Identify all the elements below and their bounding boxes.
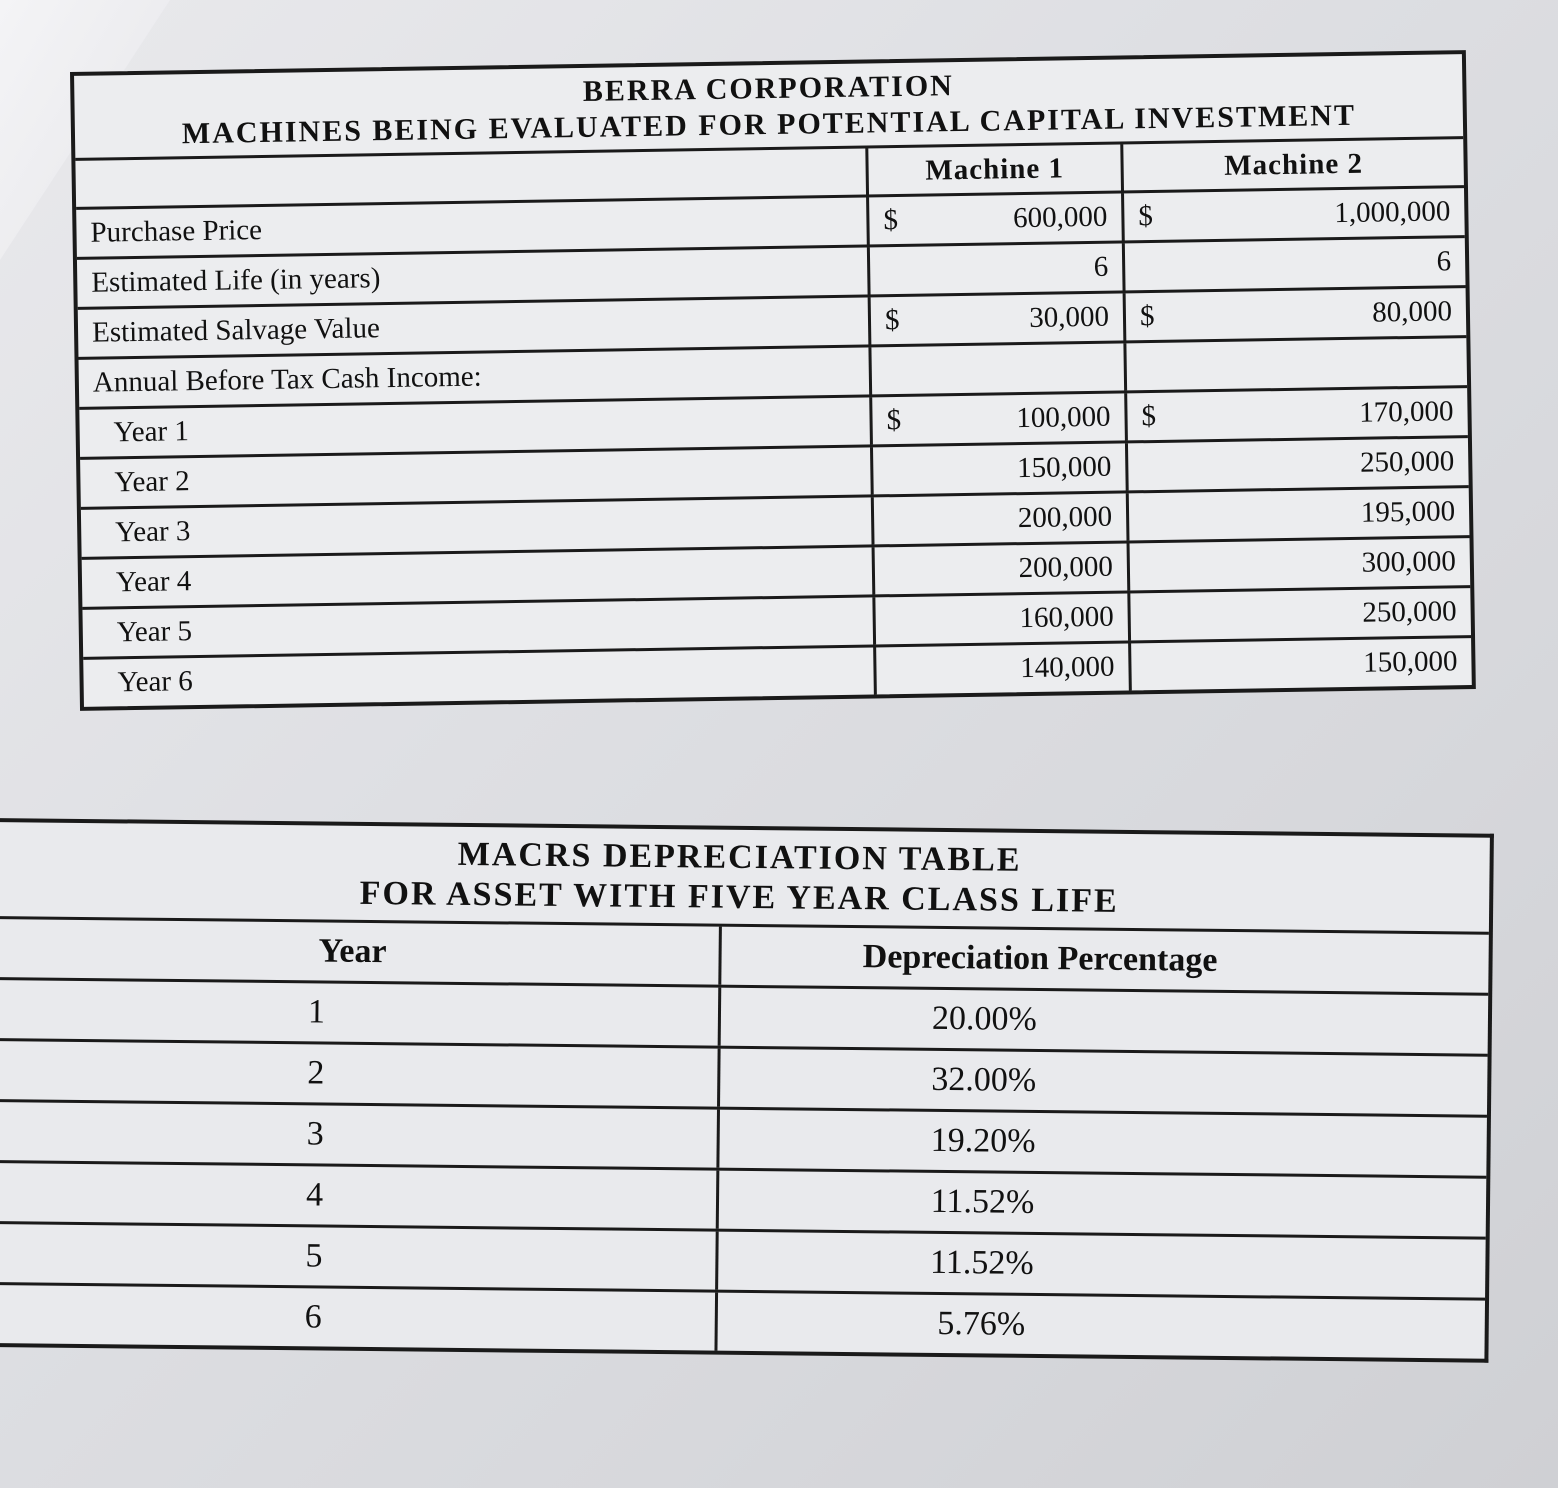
machine-2-value: 195,000 xyxy=(1126,488,1470,540)
row-label: Year 6 xyxy=(117,665,194,699)
machine-2-value: $ 170,000 xyxy=(1124,388,1468,440)
row-label: Purchase Price xyxy=(90,214,263,249)
machine-1-value xyxy=(868,343,1124,394)
year-value: 4 xyxy=(305,1176,324,1214)
machine-1-value: $ 600,000 xyxy=(866,194,1122,245)
year-value: 6 xyxy=(304,1298,322,1336)
company-name: BERRA CORPORATION xyxy=(582,69,955,108)
percentage-value: 11.52% xyxy=(716,1171,1487,1237)
row-label: Year 3 xyxy=(114,515,191,549)
machine-1-value: 140,000 xyxy=(873,643,1129,694)
percentage-value: 19.20% xyxy=(716,1110,1487,1176)
machine-1-value: $ 30,000 xyxy=(868,293,1124,344)
table-subtitle: MACHINES BEING EVALUATED FOR POTENTIAL CAPITAL INVESTMENT xyxy=(181,98,1357,151)
machine-2-value: 250,000 xyxy=(1125,438,1469,490)
capital-investment-table xyxy=(70,50,1476,711)
row-label: Year 2 xyxy=(114,465,190,499)
macrs-title-line-1: MACRS DEPRECIATION TABLE xyxy=(457,835,1022,879)
header-machine-2: Machine 2 xyxy=(1120,139,1464,190)
header-depreciation-percentage: Depreciation Percentage xyxy=(718,927,1489,993)
year-value: 5 xyxy=(305,1237,323,1275)
percentage-value: 5.76% xyxy=(714,1293,1485,1359)
machine-2-value: $ 80,000 xyxy=(1123,288,1467,340)
machine-1-value: 150,000 xyxy=(870,443,1126,494)
machine-1-value: 200,000 xyxy=(871,493,1127,544)
macrs-depreciation-table xyxy=(0,818,1494,1363)
year-value: 1 xyxy=(307,993,326,1031)
percentage-value: 32.00% xyxy=(717,1049,1488,1115)
row-label: Estimated Life (in years) xyxy=(91,262,381,299)
machine-1-value: 6 xyxy=(867,243,1123,294)
machine-1-value: 160,000 xyxy=(872,593,1128,644)
macrs-table-title xyxy=(0,822,1490,935)
machine-1-value: 200,000 xyxy=(872,543,1128,594)
year-value: 2 xyxy=(307,1054,325,1092)
year-value: 3 xyxy=(306,1115,324,1153)
machine-2-value: $ 1,000,000 xyxy=(1121,188,1465,240)
machine-2-value: 150,000 xyxy=(1128,638,1472,690)
machine-2-value: 300,000 xyxy=(1127,538,1471,590)
machine-2-value: 250,000 xyxy=(1127,588,1471,640)
row-label: Year 4 xyxy=(115,565,192,599)
macrs-title-line-2: FOR ASSET WITH FIVE YEAR CLASS LIFE xyxy=(359,874,1119,920)
row-label: Year 1 xyxy=(113,415,190,449)
percentage-value: 20.00% xyxy=(718,988,1489,1054)
row-label: Annual Before Tax Cash Income: xyxy=(92,360,482,399)
row-label: Year 5 xyxy=(116,615,193,649)
machine-1-value: $ 100,000 xyxy=(869,393,1125,444)
header-year: Year xyxy=(318,932,387,971)
header-machine-1: Machine 1 xyxy=(865,145,1121,195)
machine-2-value xyxy=(1123,338,1467,390)
row-label: Estimated Salvage Value xyxy=(91,312,381,349)
percentage-value: 11.52% xyxy=(715,1232,1486,1298)
machine-2-value: 6 xyxy=(1122,238,1466,290)
